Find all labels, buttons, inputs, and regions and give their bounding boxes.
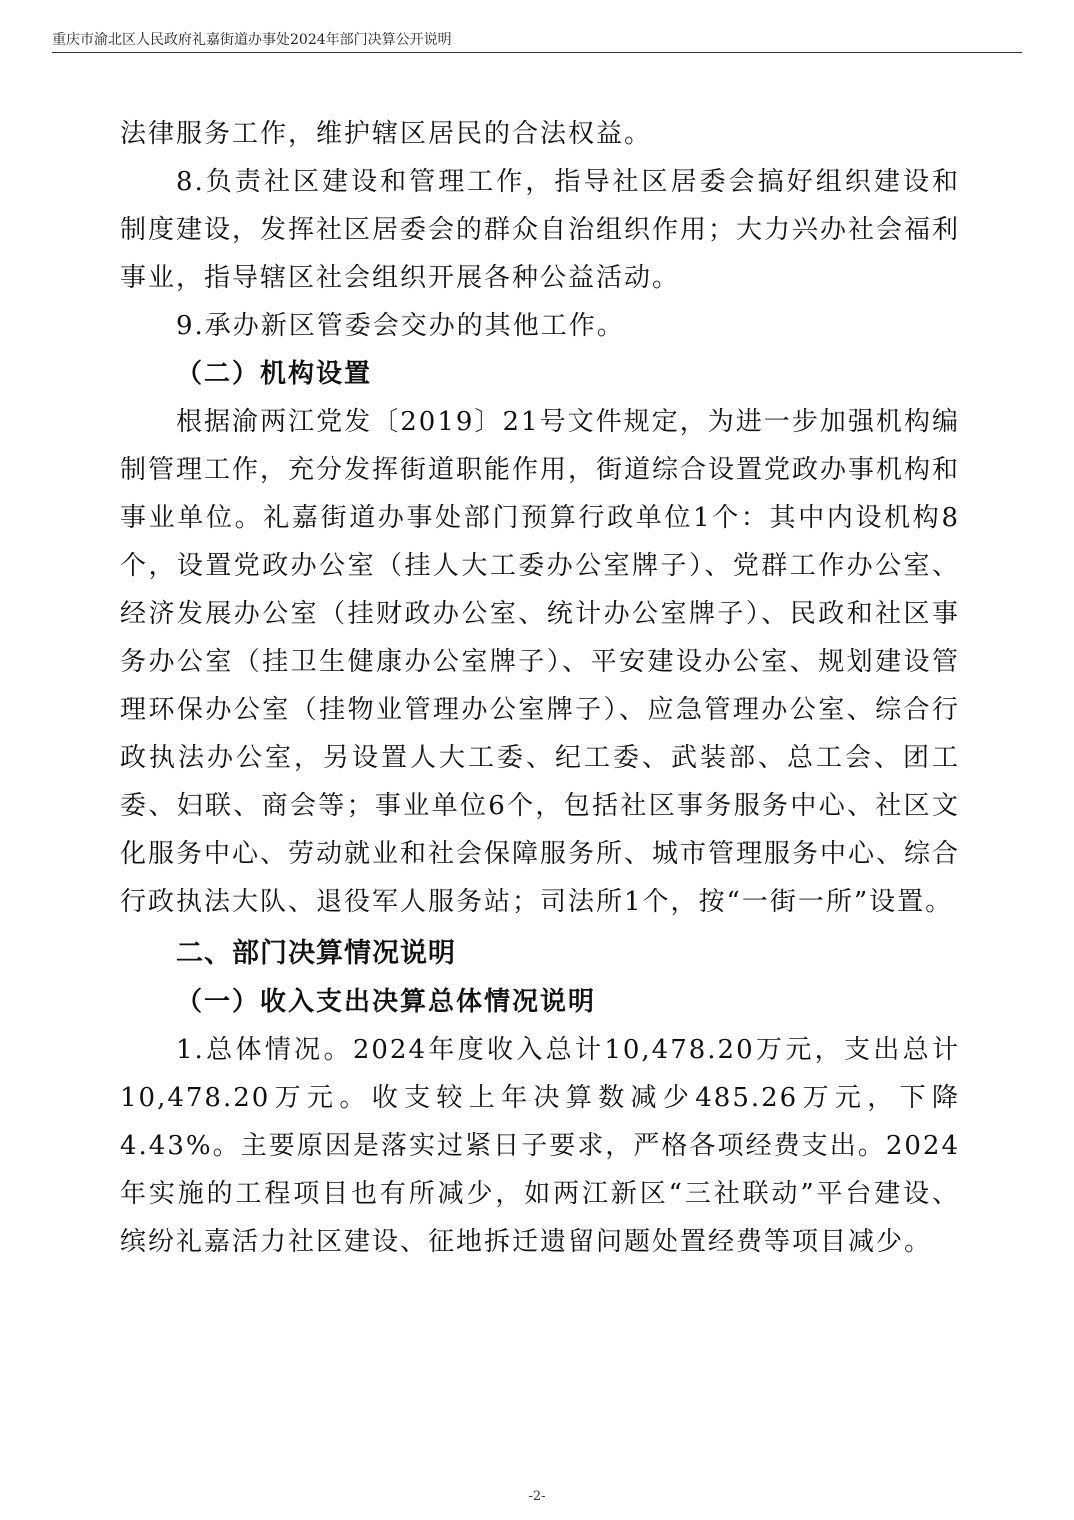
- paragraph-item-8: 8.负责社区建设和管理工作，指导社区居委会搞好组织建设和制度建设，发挥社区居委会的群众自治组织作用；大力兴办社会福利事业，指导辖区社会组织开展各种公益活动。: [120, 167, 961, 293]
- paragraph-item-9: 9.承办新区管委会交办的其他工作。: [176, 311, 625, 341]
- paragraph-overall-situation: 1.总体情况。2024年度收入总计10,478.20万元，支出总计10,478.20万元。收支较上年决算数减少485.26万元，下降4.43%。主要原因是落实过紧日子要求，严格各项经费支出。2024年实施的工程项目也有所减少，如两江新区“三社联动”平台建设、缤纷礼嘉活力社区建设、征地拆迁遗留问题处置经费等项目减少。: [120, 1035, 960, 1257]
- header-divider: [52, 52, 1022, 53]
- paragraph-legal-services: 法律服务工作，维护辖区居民的合法权益。: [120, 119, 653, 149]
- heading-final-accounts: 二、部门决算情况说明: [176, 938, 456, 969]
- page-number: -2-: [528, 1489, 546, 1504]
- heading-income-expenditure: （一）收入支出决算总体情况说明: [176, 987, 597, 1017]
- document-body: [120, 110, 960, 1266]
- heading-organization-setup: （二）机构设置: [176, 359, 373, 389]
- page-header-title: 重庆市渝北区人民政府礼嘉街道办事处2024年部门决算公开说明: [52, 32, 452, 48]
- paragraph-organization: 根据渝两江党发〔2019〕21号文件规定，为进一步加强机构编制管理工作，充分发挥街道职能作用，街道综合设置党政办事机构和事业单位。礼嘉街道办事处部门预算行政单位1个：其中内设机构8个，设置党政办公室（挂人大工委办公室牌子）、党群工作办公室、经济发展办公室（挂财政办公室、统计办公室牌子）、民政和社区事务办公室（挂卫生健康办公室牌子）、平安建设办公室、规划建设管理环保办公室（挂物业管理办公室牌子）、应急管理办公室、综合行政执法办公室，另设置人大工委、纪工委、武装部、总工会、团工委、妇联、商会等；事业单位6个，包括社区事务服务中心、社区文化服务中心、劳动就业和社会保障服务所、城市管理服务中心、综合行政执法大队、退役军人服务站；司法所1个，按“一街一所”设置。: [120, 407, 961, 917]
